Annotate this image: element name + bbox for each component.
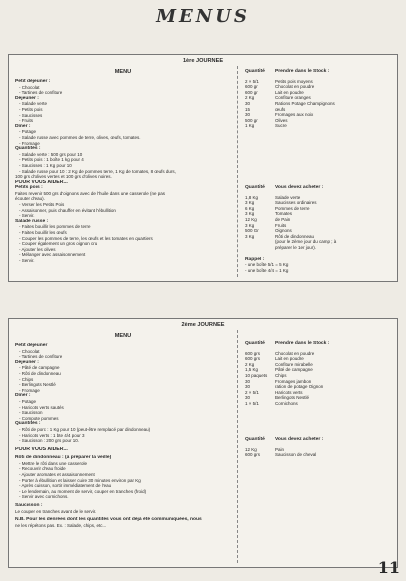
menu-line: - Berlingots Nestlé bbox=[15, 382, 233, 388]
section-heading: Déjeuner : bbox=[15, 95, 39, 101]
menu-line: écouter d'eau). bbox=[15, 196, 45, 202]
section-heading: Petits pois : bbox=[15, 185, 43, 191]
menu-line: - Salade verte bbox=[15, 101, 233, 107]
menu-line: - Petits pois : 1 boîte 1 kg pour 4 bbox=[15, 157, 233, 163]
section-heading: Petit déjeuner : bbox=[15, 79, 51, 84]
menu-line: - Chocolat bbox=[15, 85, 233, 91]
menu-line: - Fromage bbox=[15, 141, 233, 147]
day2-stock-header: Quantité Prendre dans le Stock : bbox=[245, 341, 330, 346]
day1-box bbox=[8, 54, 398, 282]
rappel-line: - une boîte 5/1 = 5 Kg bbox=[245, 262, 289, 268]
item-label: Pâté de campagne bbox=[275, 367, 313, 373]
menu-line: - Mélanger avec assaisonnement bbox=[15, 252, 233, 258]
item-label: Confiture mirabelle bbox=[275, 361, 313, 367]
section-heading: Quantités : bbox=[15, 146, 41, 152]
quantity: 2 Kg bbox=[245, 95, 255, 101]
menu-line: - Potage bbox=[15, 129, 233, 135]
quantity: 15 bbox=[245, 106, 251, 112]
menu-line: - Rôti de dindonneau bbox=[15, 371, 233, 377]
quantity: 30 bbox=[245, 112, 251, 118]
menu-line: - Saucisson bbox=[15, 410, 233, 416]
day1-menu-column bbox=[15, 79, 233, 264]
quantity: 500 Gr bbox=[245, 228, 259, 234]
quantity: 600 grs bbox=[245, 350, 261, 356]
menu-line: - Recouvrir d'eau froide bbox=[15, 466, 233, 472]
section-heading: Rôti de dindonneau : (à préparer la veille) bbox=[15, 455, 112, 461]
quantity: 1 × 5/1 bbox=[245, 400, 259, 406]
menu-line: - Salade russe avec pommes de terre, olives, œufs, tomates. bbox=[15, 135, 233, 141]
menu-line: 100 grs d'olives vertes et 100 grs d'olives noires. bbox=[15, 174, 112, 180]
rappel-line: - une boîte 4/4 = 1 Kg bbox=[245, 267, 289, 273]
menu-line: - Tartines de confiture bbox=[15, 90, 233, 96]
menu-line: - Salade verte : 500 grs pour 10 bbox=[15, 152, 233, 158]
day1-buy-list bbox=[245, 195, 393, 251]
item-label: Confiture oranges bbox=[275, 95, 311, 101]
day2-buy-list bbox=[245, 447, 393, 458]
quantity: 12 Kg bbox=[245, 446, 257, 452]
day2-stock-column bbox=[245, 341, 393, 407]
day2-menu-title: MENU bbox=[114, 333, 132, 339]
section-heading: Petit déjeuner bbox=[15, 343, 48, 348]
rappel-title: Rappel : bbox=[245, 256, 265, 262]
menu-line: - Pâté de campagne bbox=[15, 365, 233, 371]
menu-line: - Ajouter les olives bbox=[15, 247, 233, 253]
item-label: œufs bbox=[275, 106, 286, 112]
day1-buy-column bbox=[245, 185, 393, 273]
quantity: 3 Kg bbox=[245, 211, 255, 217]
day1-buy-header: Quantité Vous devez acheter : bbox=[245, 185, 324, 190]
menu-line: - Servir. bbox=[15, 258, 233, 264]
menu-line: - Servir. bbox=[15, 213, 233, 219]
quantity: 12 Kg bbox=[245, 216, 257, 222]
quantity: 500 gr bbox=[245, 117, 258, 123]
item-label: Lait en poudre bbox=[275, 356, 304, 362]
menu-line: - Saucisson : 200 grs pour 10. bbox=[15, 438, 233, 444]
quantity: 2 Kg bbox=[245, 361, 255, 367]
menu-line: - Servir avec cornichons. bbox=[15, 494, 233, 500]
item-label: (pour le 2ème jour du camp ; à bbox=[275, 239, 337, 245]
buy-row bbox=[245, 452, 393, 458]
item-label: de Pain bbox=[275, 216, 291, 222]
item-label: Pain bbox=[275, 446, 285, 452]
quantity: 1,8 Kg bbox=[245, 194, 259, 200]
menu-line: - Compote pommes bbox=[15, 416, 233, 422]
quantity: 30 bbox=[245, 100, 251, 106]
section-heading: Quantités : bbox=[15, 421, 41, 427]
quantity: 2 × 5/1 bbox=[245, 389, 259, 395]
menu-line: - Faites bouillir les pommes de terre bbox=[15, 224, 233, 230]
quantity: 1 Kg bbox=[245, 123, 255, 129]
section-heading: POUR VOUS AIDER... bbox=[15, 446, 68, 452]
item-label: Saucisses ordinaires bbox=[275, 200, 317, 206]
quantity: 600 gr bbox=[245, 89, 258, 95]
quantity: 30 bbox=[245, 378, 251, 384]
page-number: 11 bbox=[377, 558, 400, 577]
quantity: 600 gr bbox=[245, 84, 258, 90]
item-label: Rations Potage Champignons bbox=[275, 100, 335, 106]
quantity: 1,5 Kg bbox=[245, 367, 259, 373]
day2-buy-column bbox=[245, 437, 393, 458]
day2-box bbox=[8, 318, 398, 568]
day2-title: 2ème JOURNEE bbox=[181, 322, 225, 328]
item-label: préparer le 1er jour). bbox=[275, 244, 317, 250]
section-heading: N.B. Pour les denrées dont les quantités vous ont déjà été communiquées, nous bbox=[15, 517, 202, 523]
menu-line: - Tartines de confiture bbox=[15, 354, 233, 360]
quantity: 600 grs bbox=[245, 356, 261, 362]
quantity: 3 Kg bbox=[245, 200, 255, 206]
item-label: Olives bbox=[275, 117, 288, 123]
menu-line: - Le lendemain, au moment de servir, couper en tranches (froid) bbox=[15, 489, 233, 495]
item-label: Petits pois moyens bbox=[275, 78, 313, 84]
day1-divider bbox=[237, 66, 238, 277]
menu-line: - Salade russe pour 10 : 2 Kg de pommes terre, 1 Kg de tomates, 8 œufs durs, bbox=[15, 169, 233, 175]
item-label: Saucisson de cheval bbox=[275, 452, 317, 458]
menu-line: Le couper en tranches avant de le servir. bbox=[15, 508, 97, 514]
quantity: 3 Kg bbox=[245, 222, 255, 228]
day1-stock-list bbox=[245, 79, 393, 129]
item-label: Lait en poudre bbox=[275, 89, 304, 95]
menu-line: - Saucisses : 1 Kg pour 10 bbox=[15, 163, 233, 169]
item-label: Salade verte bbox=[275, 194, 301, 200]
day1-menu-title: MENU bbox=[114, 69, 132, 75]
quantity: 600 grs bbox=[245, 452, 261, 458]
item-label: Oignons bbox=[275, 228, 292, 234]
item-label: Chocolat en poudre bbox=[275, 350, 315, 356]
item-label: Chocolat en poudre bbox=[275, 84, 315, 90]
item-label: Cornichons bbox=[275, 400, 298, 406]
item-label: Tomates bbox=[275, 211, 293, 217]
menu-line: - Verser les Petits Pois bbox=[15, 202, 233, 208]
menu-line: Faites revenir 500 grs d'oignons avec de l'huile dans une casserole (ne pas bbox=[15, 190, 166, 196]
quantity: 30 bbox=[245, 395, 251, 401]
menu-line: - Faites bouillir les œufs bbox=[15, 230, 233, 236]
menu-line: - Haricots verts : 1 bte 4/4 pour 3 bbox=[15, 433, 233, 439]
item-label: Sucre bbox=[275, 123, 287, 129]
section-heading: POUR VOUS AIDER... bbox=[15, 179, 68, 185]
day2-divider bbox=[237, 330, 238, 563]
menu-line: - Après cuisson, sortir immédiatement de l'eau bbox=[15, 483, 233, 489]
item-label: Fruits bbox=[275, 222, 287, 228]
day1-stock-column bbox=[245, 69, 393, 129]
day1-title: 1ère JOURNEE bbox=[182, 58, 224, 64]
menu-line: - Haricots verts sautés bbox=[15, 405, 233, 411]
menu-line: - Fruits bbox=[15, 118, 233, 124]
item-label: Rôti de dindonneau bbox=[275, 233, 315, 239]
quantity bbox=[245, 245, 275, 251]
day2-menu-column bbox=[15, 343, 233, 528]
section-heading: Dîner : bbox=[15, 393, 31, 399]
section-heading: Saucisson : bbox=[15, 503, 43, 509]
item-label: Pommes de terre bbox=[275, 205, 310, 211]
item-label: Chips bbox=[275, 372, 287, 378]
item-label: Fromages aux noix bbox=[275, 112, 314, 118]
stock-row bbox=[245, 401, 393, 407]
day2-buy-header: Quantité Vous devez acheter : bbox=[245, 437, 324, 442]
menu-line: - Couper les pommes de terre, les œufs et les tomates en quartiers bbox=[15, 236, 233, 242]
menu-line: - Chocolat bbox=[15, 349, 233, 355]
section-heading: Salade russe : bbox=[15, 218, 49, 224]
menu-line: - Saucisses bbox=[15, 113, 233, 119]
stock-row bbox=[245, 123, 393, 129]
menu-line: - Couper également un gros oignon cru bbox=[15, 241, 233, 247]
quantity: 10 paquets bbox=[245, 372, 268, 378]
menu-line: - Petits pois bbox=[15, 107, 233, 113]
item-label: ration de potage Oignon bbox=[275, 384, 324, 390]
item-label: Berlingots Nestlé bbox=[275, 395, 310, 401]
day1-stock-header: Quantité Prendre dans le Stock : bbox=[245, 69, 330, 74]
menu-line: - Assaisonner, puis chauffer en évitant l'ébullition bbox=[15, 208, 233, 214]
quantity: 6 Kg bbox=[245, 205, 255, 211]
section-heading: Dîner : bbox=[15, 123, 31, 129]
page-title: MENUS bbox=[156, 6, 250, 27]
quantity: 30 bbox=[245, 384, 251, 390]
menu-line: ne les répétons pas. Ex. : Salade, chips, etc... bbox=[15, 522, 107, 528]
item-label: Haricots verts bbox=[275, 389, 303, 395]
quantity: 3 Kg bbox=[245, 233, 255, 239]
menu-line: - Ajouter aromates et assaisonnement bbox=[15, 472, 233, 478]
item-label: Fromages jambon bbox=[275, 378, 312, 384]
menu-line: - Porter à ébullition et laisser cuire 30 minutes environ par Kg bbox=[15, 478, 233, 484]
quantity: 2 × 5/1 bbox=[245, 78, 259, 84]
menu-line: - Potage bbox=[15, 399, 233, 405]
day2-stock-list bbox=[245, 351, 393, 407]
menu-line: - Mettre le rôti dans une casserole bbox=[15, 461, 233, 467]
section-heading: Déjeuner : bbox=[15, 359, 39, 365]
menu-line: - Chips bbox=[15, 377, 233, 383]
menu-line: - Rôti de porc : 1 Kg pour 10 (peut-être remplacé par dindonneau) bbox=[15, 427, 233, 433]
menu-line: - Fromage bbox=[15, 388, 233, 394]
